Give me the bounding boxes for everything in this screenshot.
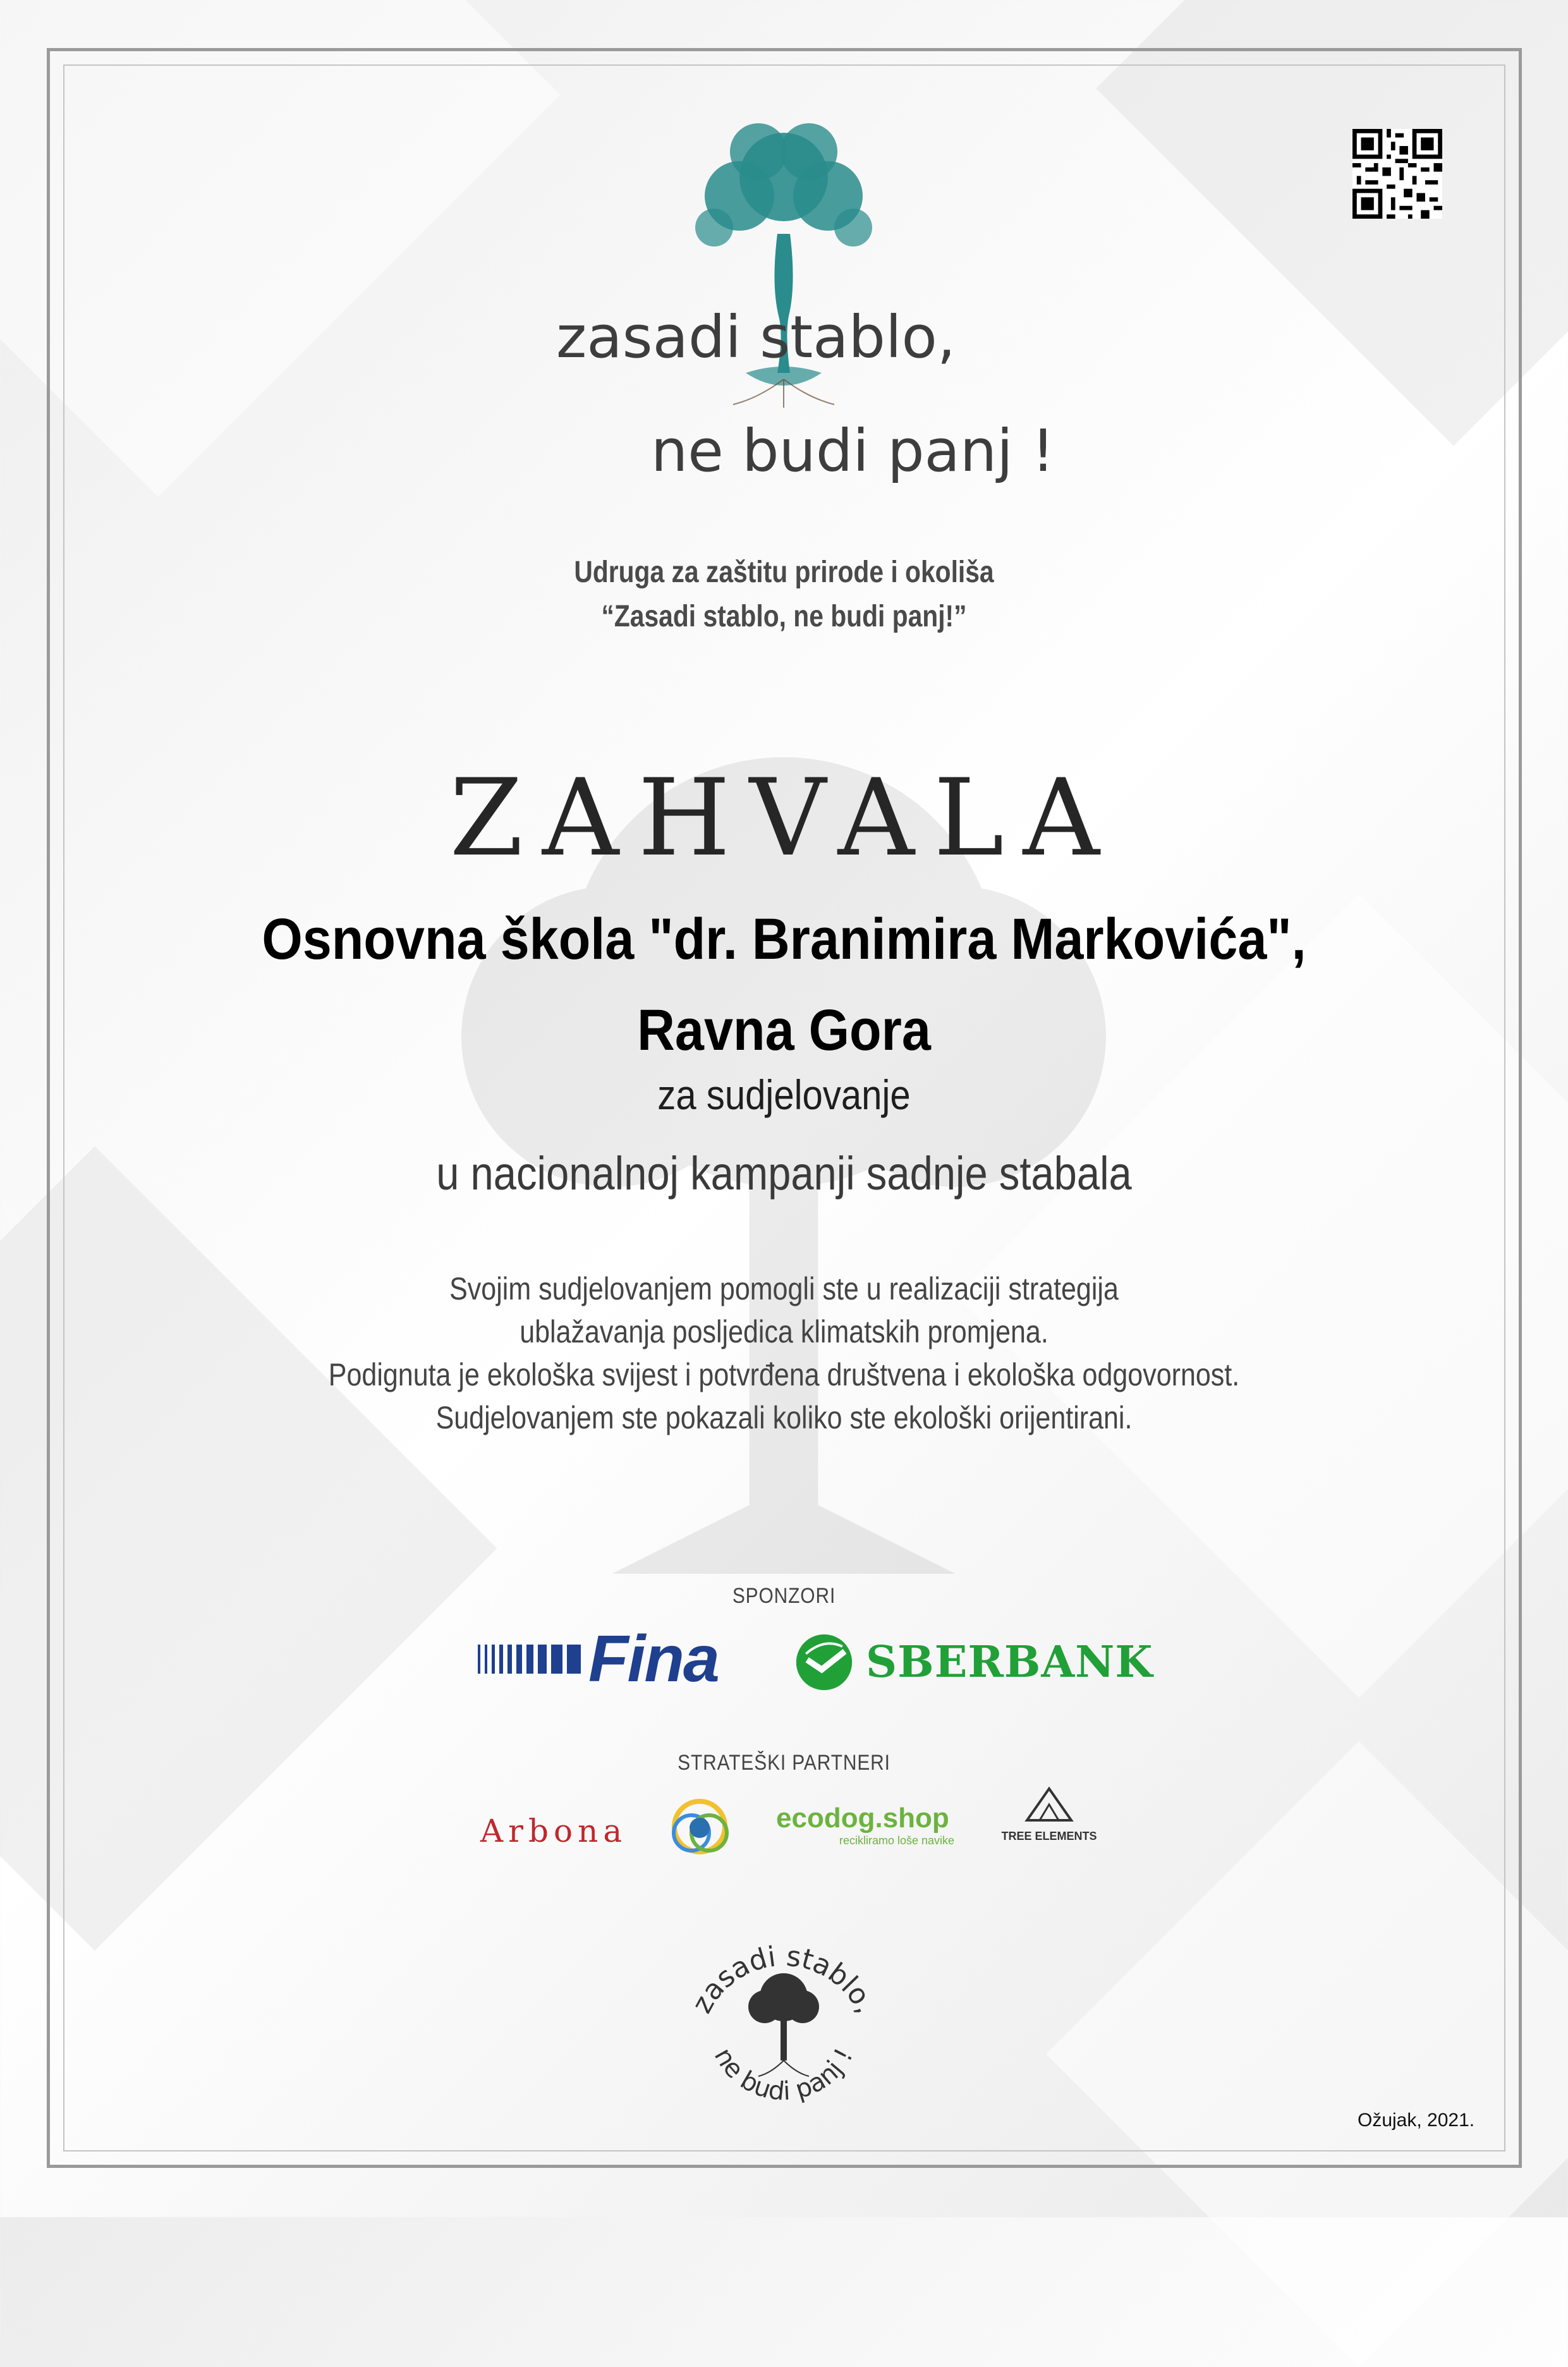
organization-name: Udruga za zaštitu prirode i okoliša: [574, 556, 994, 589]
fina-name: Fina: [588, 1622, 719, 1696]
globe-partner-icon: [665, 1795, 734, 1858]
partners-heading: STRATEŠKI PARTNERI: [678, 1751, 890, 1775]
ecodog-name: ecodog.shop: [776, 1803, 949, 1834]
fina-logo: [478, 1622, 719, 1696]
recipient-name: Osnovna škola "dr. Branimira Markovića",: [262, 907, 1306, 971]
badge-line2: ne budi panj !: [708, 2043, 860, 2107]
description-line: Svojim sudjelovanjem pomogli ste u realizaciji strategija: [449, 1271, 1119, 1306]
issue-date: Ožujak, 2021.: [1358, 2110, 1475, 2131]
tree-elements-name: TREE ELEMENTS: [1001, 1830, 1097, 1842]
organization-quote: “Zasadi stablo, ne budi panj!”: [601, 600, 967, 633]
ecodog-tagline: recikliramo loše navike: [839, 1834, 955, 1847]
certificate-title: ZAHVALA: [449, 756, 1119, 880]
tree-elements-icon: [1021, 1782, 1078, 1827]
badge-tree-icon: [748, 1973, 819, 2060]
zasadi-stablo-badge: [670, 1921, 897, 2136]
tree-elements-logo: [999, 1782, 1100, 1843]
sberbank-logo: [794, 1631, 1153, 1694]
logo-line1: zasadi stablo,: [556, 303, 956, 371]
sberbank-icon: [794, 1632, 854, 1693]
logo-line2: ne budi panj !: [651, 417, 1055, 485]
reason-line-1: za sudjelovanje: [657, 1071, 911, 1118]
qr-code-icon[interactable]: [1352, 129, 1442, 219]
ecodog-logo: [776, 1803, 954, 1847]
sponsors-heading: SPONZORI: [732, 1584, 836, 1608]
badge-line1: zasadi stablo,: [685, 1940, 882, 2019]
zasadi-stablo-logo: [506, 107, 1062, 512]
recipient-location: Ravna Gora: [637, 998, 931, 1062]
fina-bars-icon: [478, 1645, 581, 1674]
sberbank-name: SBERBANK: [866, 1637, 1153, 1688]
description-line: ublažavanja posljedica klimatskih promjena.: [520, 1314, 1048, 1349]
reason-line-2: u nacionalnoj kampanji sadnje stabala: [436, 1147, 1132, 1200]
arbona-logo: Arbona: [480, 1813, 628, 1849]
description-line: Podignuta je ekološka svijest i potvrđena društvena i ekološka odgovornost.: [328, 1357, 1240, 1392]
description-line: Sudjelovanjem ste pokazali koliko ste ekološki orijentirani.: [435, 1400, 1133, 1435]
